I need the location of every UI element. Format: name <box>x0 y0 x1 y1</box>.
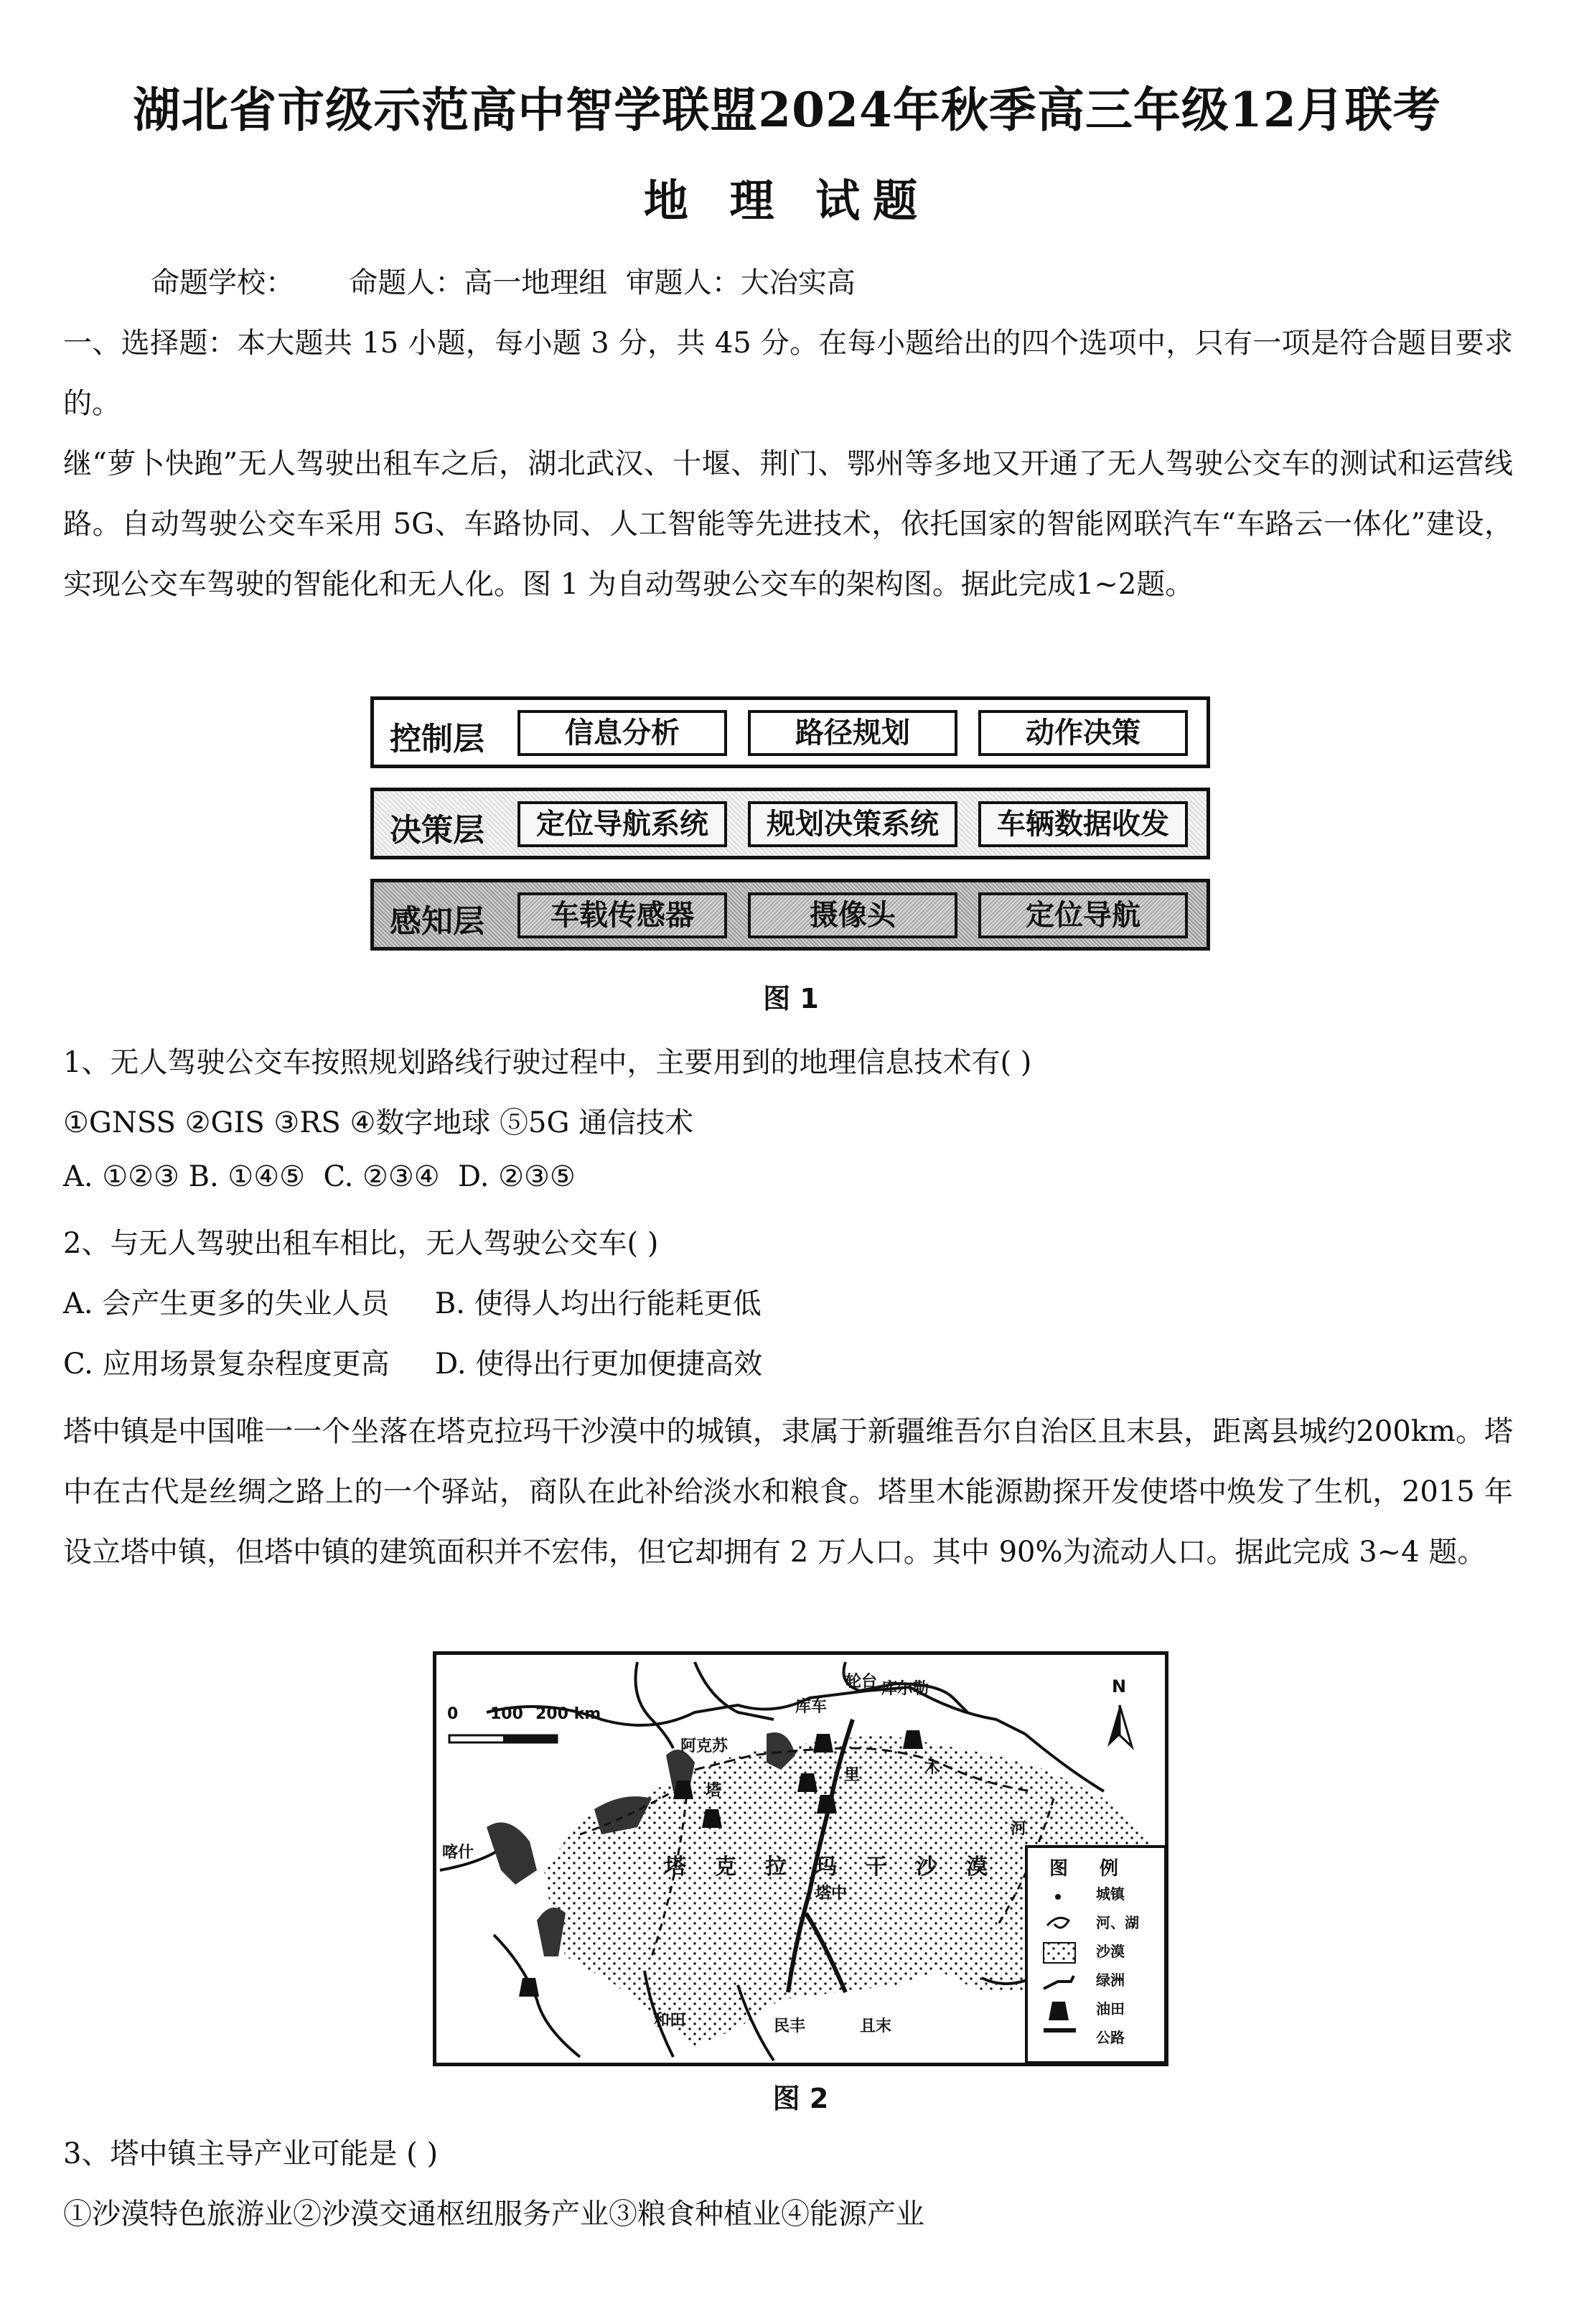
question-2-stem: 2、与无人驾驶出租车相比，无人驾驶公交车( ) <box>63 1227 659 1260</box>
oasis <box>537 1908 566 1956</box>
subject-title: 地 理 试题 <box>643 174 931 227</box>
figure-2-tarim-map <box>433 1651 1168 2066</box>
desert-label-char: 干 <box>866 1854 887 1880</box>
place-luntai: 轮台 <box>845 1673 878 1691</box>
scale-label-200: 200 km <box>535 1705 601 1723</box>
passage-2: 塔中镇是中国唯一一个坐落在塔克拉玛干沙漠中的城镇，隶属于新疆维吾尔自治区且末县，距离县城约200km。塔中在古代是丝绸之路上的一个驿站，商队在此补给淡水和粮食。塔里木能源勘探开发使塔中焕发了生机，2015 年设立塔中镇，但塔中镇的建筑面积并不宏伟，但它却拥有 2 万人口。其中 90%为流动人口。据此完成 3~4 题。 <box>63 1415 1513 1569</box>
layer-cell: 摄像头 <box>748 892 957 938</box>
desert-label-char: 拉 <box>765 1854 787 1880</box>
layer-cell: 定位导航系统 <box>517 801 727 847</box>
river-label-char: 里 <box>844 1766 861 1784</box>
layer-control <box>370 696 1210 768</box>
legend-symbols <box>1036 1881 1094 2066</box>
question-1-items: ①GNSS ②GIS ③RS ④数字地球 ⑤5G 通信技术 <box>63 1106 694 1139</box>
layer-cell: 定位导航 <box>978 892 1188 938</box>
layer-name: 感知层 <box>390 903 484 940</box>
north-label: N <box>1112 1676 1127 1697</box>
question-3-items: ①沙漠特色旅游业②沙漠交通枢纽服务产业③粮食种植业④能源产业 <box>63 2198 924 2231</box>
north-arrow-icon <box>1107 1705 1132 1747</box>
legend-item-oilfield: 油田 <box>1096 2000 1125 2017</box>
oil-field-legend-icon <box>1049 2002 1069 2020</box>
passage-1: 继“萝卜快跑”无人驾驶出租车之后，湖北武汉、十堰、荆门、鄂州等多地又开通了无人驾驶公交车的测试和运营线路。自动驾驶公交车采用 5G、车路协同、人工智能等先进技术，依托国家的智能网联汽车“车路云一体化”建设，实现公交车驾驶的智能化和无人化。图 1 为自动驾驶公交车的架构图。据此完成1~2题。 <box>63 447 1513 601</box>
place-qiemo: 且末 <box>860 2017 892 2035</box>
figure-2-caption: 图 2 <box>772 2083 829 2114</box>
question-1-options: A. ①②③ B. ①④⑤ C. ②③④ D. ②③⑤ <box>63 1160 576 1193</box>
place-aksu: 阿克苏 <box>680 1737 729 1755</box>
river-label-char: 塔 <box>706 1782 722 1800</box>
river-lake-icon <box>1047 1918 1069 1928</box>
legend-item-town: 城镇 <box>1096 1885 1125 1903</box>
layer-name: 控制层 <box>390 721 484 757</box>
oasis-icon <box>1044 1976 1074 1989</box>
legend-item-highway: 公路 <box>1096 2029 1125 2046</box>
layer-cell: 车载传感器 <box>517 892 727 938</box>
desert-label-char: 漠 <box>966 1854 988 1880</box>
legend-item-desert: 沙漠 <box>1096 1943 1125 1960</box>
question-1-stem: 1、无人驾驶公交车按照规划路线行驶过程中，主要用到的地理信息技术有( ) <box>63 1046 1032 1079</box>
desert-icon <box>1044 1943 1075 1963</box>
layer-cell: 规划决策系统 <box>748 801 957 847</box>
layer-cell: 车辆数据收发 <box>978 801 1188 847</box>
river-label-char: 木 <box>924 1759 941 1777</box>
question-2-options-cd: C. 应用场景复杂程度更高 D. 使得出行更加便捷高效 <box>63 1348 763 1381</box>
desert-label-char: 沙 <box>916 1854 937 1880</box>
exam-credits: 命题学校： 命题人：高一地理组 审题人：大冶实高 <box>151 266 856 299</box>
river-label-char: 河 <box>1011 1820 1027 1838</box>
figure-1-caption: 图 1 <box>763 983 819 1014</box>
desert-label-char: 塔 <box>665 1854 686 1880</box>
place-tazhong: 塔中 <box>815 1885 848 1903</box>
legend-item-river-lake: 河、湖 <box>1096 1914 1139 1931</box>
layer-cell: 动作决策 <box>978 710 1188 756</box>
highway-icon <box>1044 2028 1076 2033</box>
layer-cell: 路径规划 <box>748 710 957 756</box>
north-ridge <box>636 1662 674 1748</box>
desert-label-char: 克 <box>715 1854 736 1880</box>
place-korla: 库尔勒 <box>881 1680 929 1698</box>
layer-decision <box>370 788 1210 859</box>
scale-label-100: 100 <box>490 1705 523 1723</box>
town-icon <box>1055 1894 1061 1900</box>
place-minfeng: 民丰 <box>774 2017 806 2035</box>
scale-bar <box>449 1735 557 1742</box>
section-instruction: 一、选择题：本大题共 15 小题，每小题 3 分，共 45 分。在每小题给出的四个选项中，只有一项是符合题目要求的。 <box>63 327 1513 420</box>
layer-perception <box>370 879 1210 951</box>
question-3-stem: 3、塔中镇主导产业可能是 ( ) <box>63 2137 439 2170</box>
figure-1-architecture-diagram <box>370 696 1212 958</box>
layer-name: 决策层 <box>390 812 484 849</box>
place-kashgar: 喀什 <box>442 1844 474 1862</box>
legend-item-oasis: 绿洲 <box>1096 1971 1125 1989</box>
legend-title-char: 例 <box>1100 1858 1119 1880</box>
place-kuqa: 库车 <box>795 1698 828 1716</box>
map-legend <box>1025 1845 1167 2064</box>
desert-label-char: 玛 <box>815 1854 837 1880</box>
scale-label-0: 0 <box>447 1705 459 1723</box>
layer-cell: 信息分析 <box>517 710 727 756</box>
place-hotan: 和田 <box>654 2012 686 2030</box>
question-2-options-ab: A. 会产生更多的失业人员 B. 使得人均出行能耗更低 <box>63 1287 762 1320</box>
exam-title: 湖北省市级示范高中智学联盟2024年秋季高三年级12月联考 <box>133 82 1441 138</box>
legend-title-char: 图 <box>1049 1858 1069 1880</box>
